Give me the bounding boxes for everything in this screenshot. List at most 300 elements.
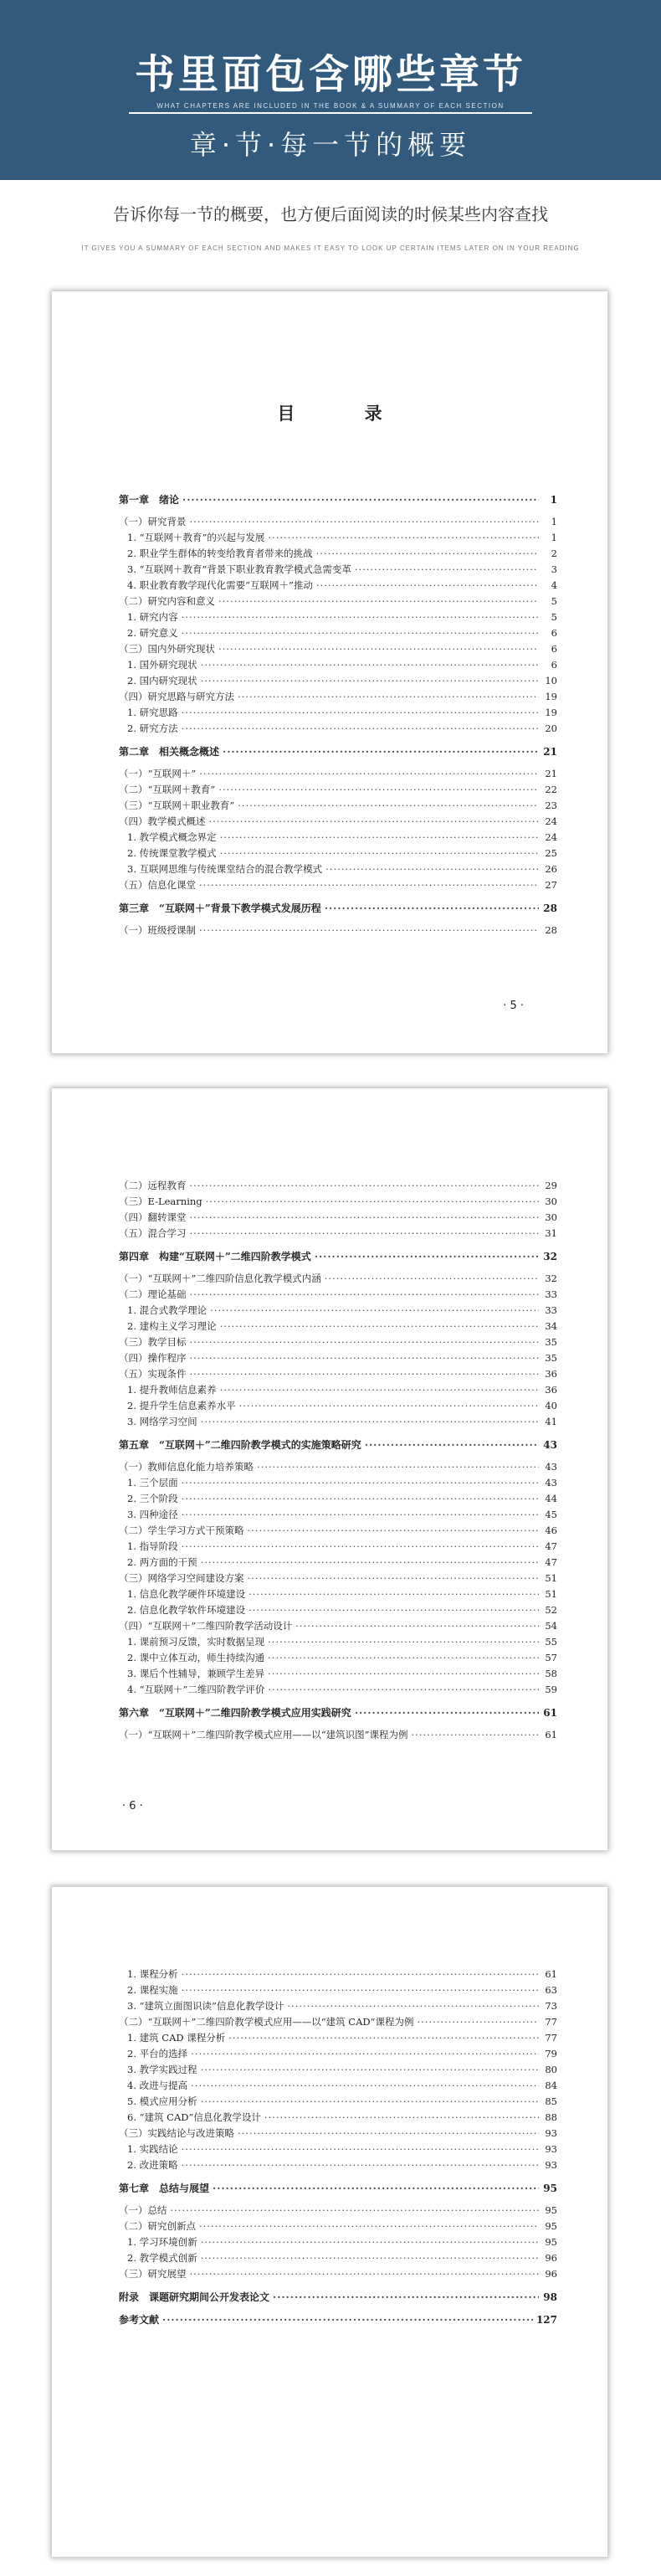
toc-entry-title: 1. 研究内容 bbox=[127, 611, 178, 623]
toc-entry-title: （一）“互联网＋”二维四阶信息化教学模式内涵 bbox=[119, 1273, 321, 1284]
toc-entry-page: 98 bbox=[543, 2291, 557, 2303]
toc-entry-page: 63 bbox=[545, 1984, 557, 1996]
dot-leader bbox=[249, 1588, 539, 1600]
toc-entry-page: 3 bbox=[551, 563, 557, 575]
toc-entry-title: （五）信息化课堂 bbox=[119, 879, 196, 891]
toc-entry-page: 51 bbox=[545, 1572, 557, 1584]
dot-leader bbox=[418, 2016, 540, 2028]
toc-entry-page: 33 bbox=[545, 1288, 557, 1300]
dot-leader bbox=[268, 1652, 539, 1663]
toc-entry-title: 2. 教学模式创新 bbox=[127, 2252, 197, 2264]
toc-entry-page: 84 bbox=[545, 2080, 557, 2091]
toc-entry-title: 第一章 绪论 bbox=[119, 494, 180, 506]
dot-leader bbox=[220, 1384, 539, 1396]
dot-leader bbox=[201, 2236, 539, 2248]
toc-chapter-entry bbox=[119, 901, 557, 917]
toc-entry-page: 127 bbox=[535, 2314, 557, 2326]
toc-entry-page: 47 bbox=[545, 1556, 557, 1568]
toc-entry bbox=[119, 862, 557, 878]
toc-entry bbox=[119, 1728, 557, 1744]
dot-leader bbox=[257, 1461, 539, 1473]
toc-entry-title: （四）翻转课堂 bbox=[119, 1211, 187, 1223]
page-number: · 5 · bbox=[503, 1000, 524, 1012]
toc-entry bbox=[119, 1983, 557, 1999]
toc-entry bbox=[119, 1415, 557, 1431]
toc-entry-title: 3. 互联网思维与传统课堂结合的混合教学模式 bbox=[127, 863, 323, 875]
toc-entry bbox=[119, 1195, 557, 1211]
dot-leader bbox=[248, 1525, 540, 1536]
dot-leader bbox=[316, 579, 539, 591]
toc-entry bbox=[119, 1226, 557, 1242]
toc-entry bbox=[119, 706, 557, 722]
toc-entry-title: （三）“互联网＋职业教育” bbox=[119, 800, 235, 811]
toc-entry bbox=[119, 878, 557, 894]
dot-leader bbox=[209, 815, 540, 827]
toc-entry-page: 1 bbox=[550, 494, 557, 506]
dot-leader bbox=[210, 1304, 539, 1316]
dot-leader bbox=[287, 2000, 539, 2012]
toc-entry bbox=[119, 2219, 557, 2235]
toc-entry-title: 2. 国内研究现状 bbox=[127, 675, 197, 686]
toc-entry-title: 第二章 相关概念概述 bbox=[119, 746, 220, 758]
toc-entry-page: 54 bbox=[545, 1620, 557, 1632]
dot-leader bbox=[220, 847, 539, 859]
toc-entry-title: （二）研究内容和意义 bbox=[119, 595, 215, 607]
dot-leader bbox=[295, 1620, 539, 1632]
toc-entry bbox=[119, 1179, 557, 1195]
toc-entry-page: 4 bbox=[551, 579, 557, 591]
toc-entry bbox=[119, 1492, 557, 1508]
dot-leader bbox=[228, 2032, 539, 2044]
toc-entry-title: 第五章 “互联网＋”二维四阶教学模式的实施策略研究 bbox=[119, 1439, 361, 1451]
toc-entry bbox=[119, 563, 557, 578]
toc-entry-title: 2. 平台的选择 bbox=[127, 2048, 188, 2059]
dot-leader bbox=[220, 1320, 539, 1332]
toc-entry-page: 47 bbox=[545, 1540, 557, 1552]
toc-entry-page: 23 bbox=[545, 800, 557, 811]
toc-entry-title: 2. 提升学生信息素养水平 bbox=[127, 1400, 236, 1411]
toc-entry-title: 4. 改进与提高 bbox=[127, 2080, 188, 2091]
toc-entry bbox=[119, 1303, 557, 1319]
dot-leader bbox=[220, 831, 539, 843]
toc-entry bbox=[119, 1967, 557, 1983]
toc-entry bbox=[119, 2047, 557, 2063]
toc-entry bbox=[119, 815, 557, 830]
toc-entry bbox=[119, 626, 557, 642]
toc-entry bbox=[119, 1508, 557, 1524]
toc-entry-page: 77 bbox=[545, 2016, 557, 2028]
dot-leader bbox=[201, 2064, 539, 2075]
dot-leader bbox=[182, 1509, 539, 1520]
dot-leader bbox=[190, 1352, 540, 1364]
toc-entry-page: 93 bbox=[545, 2159, 557, 2171]
banner-subtitle: 章·节·每一节的概要 bbox=[189, 129, 472, 161]
dot-leader bbox=[412, 1729, 539, 1740]
intro-text-english: IT GIVES YOU A SUMMARY OF EACH SECTION AND MAKES IT EASY TO LOOK UP CERTAIN ITEMS LATER ON IN YOUR READING bbox=[81, 244, 580, 252]
toc-entry-page: 61 bbox=[543, 1707, 557, 1719]
toc-entry-page: 28 bbox=[543, 902, 557, 914]
toc-entry-page: 35 bbox=[545, 1352, 557, 1364]
toc-entry-title: 1. 课程分析 bbox=[127, 1968, 178, 1980]
toc-entry-page: 20 bbox=[545, 722, 557, 734]
toc-entry bbox=[119, 2095, 557, 2111]
toc-entry-page: 45 bbox=[545, 1509, 557, 1520]
toc-entry-page: 31 bbox=[545, 1227, 557, 1239]
toc-entry bbox=[119, 799, 557, 815]
toc-entry-title: （一）“互联网＋”二维四阶教学模式应用——以“建筑识图”课程为例 bbox=[119, 1729, 408, 1740]
dot-leader bbox=[201, 659, 539, 671]
toc-entry-page: 96 bbox=[545, 2252, 557, 2264]
toc-entry bbox=[119, 1367, 557, 1383]
dot-leader bbox=[273, 2291, 539, 2303]
toc-chapter-entry bbox=[119, 1437, 557, 1453]
dot-leader bbox=[223, 746, 539, 758]
toc-entry bbox=[119, 578, 557, 594]
dot-leader bbox=[315, 1251, 539, 1262]
toc-entry-title: （四）研究思路与研究方法 bbox=[119, 691, 234, 702]
toc-list bbox=[119, 1179, 557, 1744]
dot-leader bbox=[201, 2252, 539, 2264]
toc-chapter-entry bbox=[119, 744, 557, 760]
toc-entry bbox=[119, 1683, 557, 1699]
toc-entry-page: 22 bbox=[545, 784, 557, 795]
toc-chapter-entry bbox=[119, 2181, 557, 2197]
toc-entry-title: 1. 国外研究现状 bbox=[127, 659, 197, 671]
toc-entry bbox=[119, 2251, 557, 2267]
toc-entry-page: 44 bbox=[545, 1493, 557, 1504]
toc-entry bbox=[119, 1667, 557, 1683]
toc-entry bbox=[119, 2142, 557, 2158]
toc-entry-page: 93 bbox=[545, 2127, 557, 2139]
dot-leader bbox=[325, 1273, 539, 1284]
toc-entry-title: 6. “建筑 CAD”信息化教学设计 bbox=[127, 2111, 261, 2123]
dot-leader bbox=[201, 1556, 539, 1568]
dot-leader bbox=[325, 902, 539, 914]
dot-leader bbox=[162, 2314, 533, 2326]
dot-leader bbox=[238, 800, 539, 811]
dot-leader bbox=[171, 2204, 540, 2216]
toc-entry-page: 33 bbox=[545, 1304, 557, 1316]
toc-entry-title: 1. 研究思路 bbox=[127, 707, 178, 718]
toc-entry-title: 参考文献 bbox=[119, 2314, 160, 2326]
toc-entry-page: 35 bbox=[545, 1336, 557, 1348]
toc-entry-title: （一）“互联网＋” bbox=[119, 768, 197, 779]
toc-entry-title: 2. 研究意义 bbox=[127, 627, 178, 639]
toc-entry-page: 95 bbox=[545, 2204, 557, 2216]
toc-entry-page: 51 bbox=[545, 1588, 557, 1600]
toc-entry-page: 10 bbox=[545, 675, 557, 686]
toc-entry-title: 2. 课程实施 bbox=[127, 1984, 178, 1996]
toc-entry-page: 21 bbox=[543, 746, 557, 758]
toc-entry bbox=[119, 1524, 557, 1540]
toc-entry bbox=[119, 1335, 557, 1351]
toc-entry-title: 3. 课后个性辅导，兼顾学生差异 bbox=[127, 1668, 265, 1679]
toc-entry-title: （四）教学模式概述 bbox=[119, 815, 206, 827]
dot-leader bbox=[191, 2080, 539, 2091]
toc-entry bbox=[119, 674, 557, 690]
dot-leader bbox=[238, 2127, 539, 2139]
dot-leader bbox=[182, 1968, 539, 1980]
toc-entry-page: 5 bbox=[551, 611, 557, 623]
dot-leader bbox=[190, 1180, 540, 1191]
dot-leader bbox=[199, 879, 539, 891]
dot-leader bbox=[182, 1540, 539, 1552]
toc-entry-title: （三）研究展望 bbox=[119, 2268, 187, 2280]
toc-entry bbox=[119, 2015, 557, 2031]
toc-entry-page: 26 bbox=[545, 863, 557, 875]
toc-entry-page: 73 bbox=[545, 2000, 557, 2012]
toc-page-3 bbox=[52, 1887, 607, 2557]
toc-entry-page: 27 bbox=[545, 879, 557, 891]
toc-entry-title: （五）混合学习 bbox=[119, 1227, 187, 1239]
toc-entry bbox=[119, 846, 557, 862]
toc-entry-page: 6 bbox=[551, 627, 557, 639]
dot-leader bbox=[268, 532, 539, 543]
toc-entry bbox=[119, 2235, 557, 2251]
toc-entry-title: （四）“互联网＋”二维四阶教学活动设计 bbox=[119, 1620, 293, 1632]
dot-leader bbox=[182, 1477, 539, 1489]
dot-leader bbox=[182, 2159, 539, 2171]
dot-leader bbox=[182, 707, 539, 718]
dot-leader bbox=[218, 784, 539, 795]
toc-entry-title: （二）“互联网＋教育” bbox=[119, 784, 216, 795]
toc-entry-page: 34 bbox=[545, 1320, 557, 1332]
toc-entry-page: 88 bbox=[545, 2111, 557, 2123]
toc-entry-title: 1. 指导阶段 bbox=[127, 1540, 178, 1552]
toc-entry-title: （四）操作程序 bbox=[119, 1352, 187, 1364]
toc-entry-title: 2. 传统课堂教学模式 bbox=[127, 847, 217, 859]
toc-entry-title: 2. 课中立体互动，师生持续沟通 bbox=[127, 1652, 265, 1663]
toc-chapter-entry bbox=[119, 2312, 557, 2328]
toc-entry-page: 95 bbox=[545, 2236, 557, 2248]
toc-entry-page: 32 bbox=[545, 1273, 557, 1284]
toc-entry-page: 43 bbox=[543, 1439, 557, 1451]
dot-leader bbox=[238, 691, 539, 702]
toc-entry-page: 6 bbox=[551, 659, 557, 671]
toc-entry bbox=[119, 594, 557, 610]
dot-leader bbox=[325, 863, 539, 875]
toc-entry bbox=[119, 1319, 557, 1335]
dot-leader bbox=[182, 1493, 539, 1504]
toc-entry-title: （二）理论基础 bbox=[119, 1288, 187, 1300]
toc-entry bbox=[119, 767, 557, 783]
dot-leader bbox=[268, 1636, 539, 1648]
toc-entry bbox=[119, 658, 557, 674]
toc-entry-title: 2. 信息化教学软件环境建设 bbox=[127, 1604, 246, 1616]
toc-entry bbox=[119, 515, 557, 531]
toc-entry-title: 3. 四种途径 bbox=[127, 1509, 178, 1520]
dot-leader bbox=[365, 1439, 539, 1451]
dot-leader bbox=[264, 2111, 539, 2123]
toc-entry-title: 2. 三个阶段 bbox=[127, 1493, 178, 1504]
dot-leader bbox=[201, 675, 539, 686]
toc-entry bbox=[119, 1587, 557, 1603]
toc-heading: 目 录 bbox=[277, 403, 414, 424]
toc-entry-title: 5. 模式应用分析 bbox=[127, 2095, 197, 2107]
dot-leader bbox=[355, 1707, 539, 1719]
toc-entry bbox=[119, 610, 557, 626]
toc-entry bbox=[119, 2111, 557, 2126]
toc-entry-title: 1. 实践结论 bbox=[127, 2143, 178, 2155]
toc-entry bbox=[119, 1399, 557, 1415]
toc-entry-title: （一）总结 bbox=[119, 2204, 167, 2216]
toc-entry-title: 2. 改进策略 bbox=[127, 2159, 178, 2171]
toc-entry bbox=[119, 1288, 557, 1303]
toc-entry-title: 第六章 “互联网＋”二维四阶教学模式应用实践研究 bbox=[119, 1707, 351, 1719]
toc-entry-page: 1 bbox=[551, 532, 557, 543]
toc-entry-title: 2. 研究方法 bbox=[127, 722, 178, 734]
toc-entry-page: 55 bbox=[545, 1636, 557, 1648]
toc-entry-page: 28 bbox=[545, 924, 557, 936]
toc-entry-page: 58 bbox=[545, 1668, 557, 1679]
toc-entry-title: （一）研究背景 bbox=[119, 516, 187, 527]
dot-leader bbox=[355, 563, 539, 575]
toc-entry bbox=[119, 830, 557, 846]
toc-entry-page: 93 bbox=[545, 2143, 557, 2155]
dot-leader bbox=[182, 494, 539, 506]
toc-entry bbox=[119, 1272, 557, 1288]
toc-list bbox=[119, 486, 557, 939]
toc-entry-title: 3. 教学实践过程 bbox=[127, 2064, 197, 2075]
toc-entry-title: （三）教学目标 bbox=[119, 1336, 187, 1348]
toc-entry-title: 1. 混合式教学理论 bbox=[127, 1304, 208, 1316]
toc-entry bbox=[119, 642, 557, 658]
toc-entry bbox=[119, 690, 557, 706]
toc-entry-page: 2 bbox=[551, 548, 557, 559]
toc-entry-page: 95 bbox=[545, 2220, 557, 2232]
toc-entry-page: 21 bbox=[545, 768, 557, 779]
toc-entry-page: 61 bbox=[545, 1968, 557, 1980]
toc-entry-page: 46 bbox=[545, 1525, 557, 1536]
toc-entry-page: 30 bbox=[545, 1195, 557, 1207]
dot-leader bbox=[248, 1572, 540, 1584]
dot-leader bbox=[199, 768, 539, 779]
toc-entry-title: （二）研究创新点 bbox=[119, 2220, 196, 2232]
toc-entry bbox=[119, 923, 557, 939]
toc-entry-page: 59 bbox=[545, 1684, 557, 1695]
toc-list bbox=[119, 1967, 557, 2335]
toc-entry-page: 24 bbox=[545, 831, 557, 843]
toc-entry-title: （二）学生学习方式干预策略 bbox=[119, 1525, 244, 1536]
toc-entry-title: （三）E-Learning bbox=[119, 1195, 202, 1207]
dot-leader bbox=[182, 627, 539, 639]
toc-entry-title: 1. 建筑 CAD 课程分析 bbox=[127, 2032, 226, 2044]
toc-entry-title: 1. 三个层面 bbox=[127, 1477, 178, 1489]
header-banner bbox=[0, 0, 661, 180]
toc-entry bbox=[119, 1460, 557, 1476]
toc-chapter-entry bbox=[119, 1249, 557, 1265]
dot-leader bbox=[182, 722, 539, 734]
toc-entry bbox=[119, 722, 557, 738]
toc-entry bbox=[119, 1999, 557, 2015]
toc-entry-page: 32 bbox=[543, 1251, 557, 1262]
dot-leader bbox=[201, 1416, 539, 1427]
toc-entry-page: 95 bbox=[543, 2183, 557, 2194]
toc-entry-page: 40 bbox=[545, 1400, 557, 1411]
toc-entry-title: 2. 职业学生群体的转变给教育者带来的挑战 bbox=[127, 548, 313, 559]
dot-leader bbox=[190, 1368, 540, 1380]
toc-entry-page: 96 bbox=[545, 2268, 557, 2280]
toc-entry bbox=[119, 2158, 557, 2174]
toc-entry bbox=[119, 1603, 557, 1619]
toc-entry bbox=[119, 1555, 557, 1571]
toc-entry bbox=[119, 1540, 557, 1555]
dot-leader bbox=[190, 2268, 540, 2280]
toc-entry bbox=[119, 1571, 557, 1587]
dot-leader bbox=[190, 1336, 540, 1348]
toc-chapter-entry bbox=[119, 492, 557, 508]
toc-entry-page: 36 bbox=[545, 1368, 557, 1380]
toc-entry-title: （二）远程教育 bbox=[119, 1180, 187, 1191]
toc-entry bbox=[119, 1651, 557, 1667]
dot-leader bbox=[239, 1400, 539, 1411]
toc-entry-title: 4. “互联网＋”二维四阶教学评价 bbox=[127, 1684, 265, 1695]
dot-leader bbox=[199, 2220, 539, 2232]
dot-leader bbox=[218, 643, 539, 655]
dot-leader bbox=[218, 595, 539, 607]
toc-entry-title: （三）网络学习空间建设方案 bbox=[119, 1572, 244, 1584]
toc-entry-title: 1. 信息化教学硬件环境建设 bbox=[127, 1588, 246, 1600]
dot-leader bbox=[190, 516, 540, 527]
toc-entry-title: 1. 提升教师信息素养 bbox=[127, 1384, 217, 1396]
toc-entry bbox=[119, 1351, 557, 1367]
toc-entry bbox=[119, 1619, 557, 1635]
dot-leader bbox=[206, 1195, 539, 1207]
toc-entry-page: 29 bbox=[545, 1180, 557, 1191]
toc-entry-page: 43 bbox=[545, 1461, 557, 1473]
banner-title: 书里面包含哪些章节 bbox=[134, 51, 526, 98]
toc-chapter-entry bbox=[119, 2290, 557, 2306]
toc-entry-title: （一）教师信息化能力培养策略 bbox=[119, 1461, 254, 1473]
dot-leader bbox=[201, 2095, 539, 2107]
toc-entry-title: 1. 学习环境创新 bbox=[127, 2236, 197, 2248]
toc-entry-page: 41 bbox=[545, 1416, 557, 1427]
toc-entry-page: 19 bbox=[545, 707, 557, 718]
toc-entry-page: 5 bbox=[551, 595, 557, 607]
toc-entry bbox=[119, 1476, 557, 1492]
toc-page-1 bbox=[52, 291, 607, 1053]
toc-entry-title: 第七章 总结与展望 bbox=[119, 2183, 210, 2194]
toc-entry-page: 80 bbox=[545, 2064, 557, 2075]
toc-entry bbox=[119, 1211, 557, 1226]
toc-entry-page: 43 bbox=[545, 1477, 557, 1489]
toc-entry bbox=[119, 2267, 557, 2283]
dot-leader bbox=[268, 1668, 539, 1679]
toc-entry-title: （二）“互联网＋”二维四阶教学模式应用——以“建筑 CAD”课程为例 bbox=[119, 2016, 414, 2028]
toc-entry-title: 附录 课题研究期间公开发表论文 bbox=[119, 2291, 270, 2303]
dot-leader bbox=[191, 2048, 539, 2059]
dot-leader bbox=[190, 1211, 540, 1223]
toc-entry-page: 25 bbox=[545, 847, 557, 859]
dot-leader bbox=[190, 1288, 540, 1300]
toc-entry-title: 第四章 构建“互联网＋”二维四阶教学模式 bbox=[119, 1251, 311, 1262]
toc-entry bbox=[119, 547, 557, 563]
toc-entry-title: 4. 职业教育教学现代化需要“互联网＋”推动 bbox=[127, 579, 313, 591]
toc-entry-title: 3. “互联网＋教育”背景下职业教育教学模式急需变革 bbox=[127, 563, 351, 575]
toc-entry-title: 第三章 “互联网＋”背景下教学模式发展历程 bbox=[119, 902, 321, 914]
banner-divider bbox=[129, 112, 532, 114]
toc-entry-page: 24 bbox=[545, 815, 557, 827]
toc-entry bbox=[119, 783, 557, 799]
toc-entry-title: 3. 网络学习空间 bbox=[127, 1416, 197, 1427]
toc-entry bbox=[119, 531, 557, 547]
toc-entry-page: 61 bbox=[545, 1729, 557, 1740]
toc-entry bbox=[119, 2063, 557, 2079]
toc-entry-page: 19 bbox=[545, 691, 557, 702]
dot-leader bbox=[316, 548, 539, 559]
dot-leader bbox=[182, 2143, 539, 2155]
toc-entry-page: 85 bbox=[545, 2095, 557, 2107]
